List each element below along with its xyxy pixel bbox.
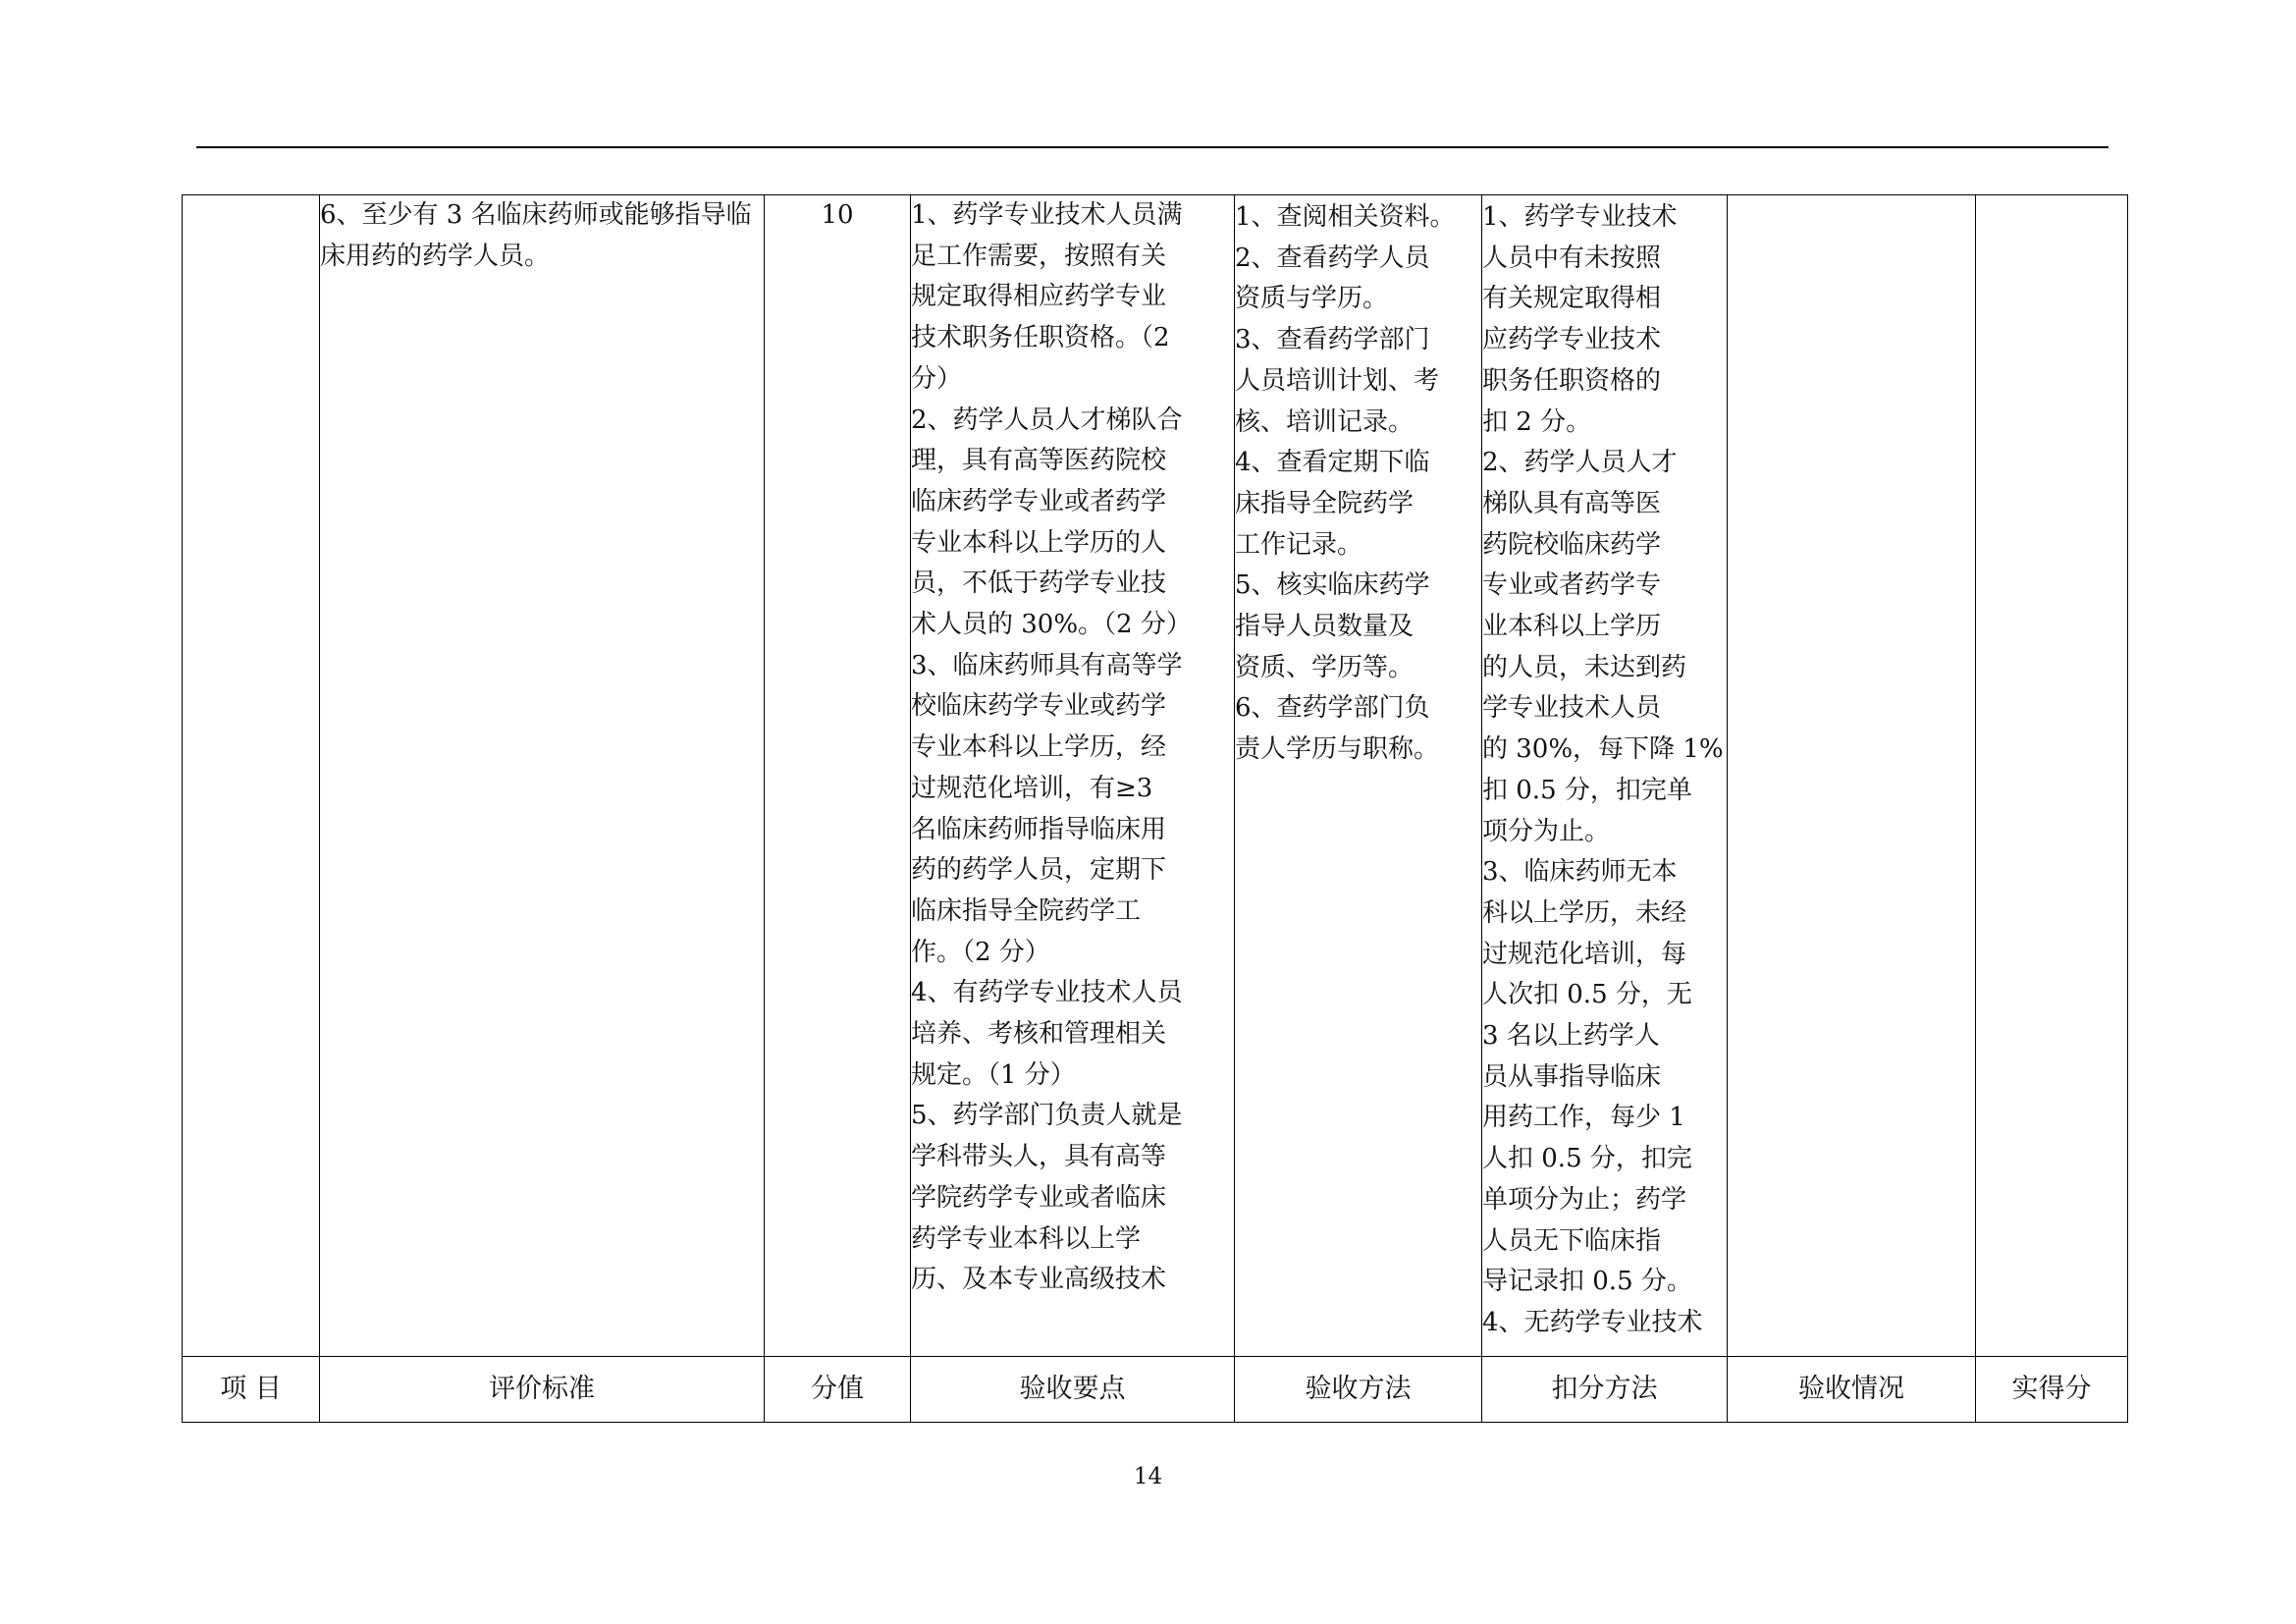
method-line: 工作记录。 (1235, 529, 1363, 560)
deduction-line: 的人员，未达到药 (1482, 652, 1687, 682)
key-point-line: 专业本科以上学历的人 (911, 527, 1167, 558)
method-line: 人员培训计划、考 (1235, 365, 1440, 396)
evaluation-table (182, 194, 2128, 1423)
method-line: 2、查看药学人员 (1235, 243, 1430, 273)
method-line: 3、查看药学部门 (1235, 325, 1430, 355)
deduction-line: 用药工作，每少 1 (1482, 1103, 1685, 1133)
deduction-line: 扣 2 分。 (1482, 406, 1592, 437)
key-point-line: 历、及本专业高级技术 (911, 1265, 1167, 1295)
deduction-line: 业本科以上学历 (1482, 612, 1662, 642)
deduction-line: 学专业技术人员 (1482, 693, 1662, 724)
key-point-line: 员，不低于药学专业技 (911, 568, 1167, 599)
key-point-line: 技术职务任职资格。（2 (911, 323, 1170, 353)
deduction-line: 过规范化培训，每 (1482, 939, 1687, 969)
key-point-line: 校临床药学专业或药学 (911, 691, 1167, 722)
method-line: 6、查药学部门负 (1235, 693, 1430, 724)
deduction-line: 的 30%，每下降 1% (1482, 734, 1724, 765)
deduction-line: 科以上学历，未经 (1482, 897, 1687, 928)
header-rule (196, 146, 2109, 148)
key-point-line: 过规范化培训，有≥3 (911, 773, 1153, 803)
key-point-line: 药学专业本科以上学 (911, 1223, 1142, 1254)
key-point-line: 1、药学专业技术人员满 (911, 200, 1183, 230)
key-point-line: 临床药学专业或者药学 (911, 486, 1167, 516)
methods-text (1235, 197, 1481, 771)
deduction-line: 梯队具有高等医 (1482, 488, 1662, 518)
project-cell (183, 195, 320, 1357)
key-point-line: 3、临床药师具有高等学 (911, 650, 1183, 680)
deduction-line: 3、临床药师无本 (1482, 857, 1678, 888)
key-point-line: 临床指导全院药学工 (911, 895, 1142, 926)
header-key-points: 验收要点 (911, 1357, 1235, 1423)
deduction-line: 人员无下临床指 (1482, 1225, 1662, 1256)
deduction-line: 应药学专业技术 (1482, 325, 1662, 355)
criteria-row (183, 195, 2128, 1357)
method-line: 指导人员数量及 (1235, 612, 1415, 642)
method-line: 1、查阅相关资料。 (1235, 202, 1456, 232)
deduction-line: 人员中有未按照 (1482, 243, 1662, 273)
deduction-text (1482, 197, 1727, 1344)
key-point-line: 4、有药学专业技术人员 (911, 978, 1183, 1008)
key-point-line: 药的药学人员，定期下 (911, 855, 1167, 886)
key-point-line: 作。（2 分） (911, 937, 1050, 967)
method-line: 资质、学历等。 (1235, 652, 1415, 682)
method-line: 资质与学历。 (1235, 284, 1389, 314)
deduction-line: 职务任职资格的 (1482, 365, 1662, 396)
deduction-line: 专业或者药学专 (1482, 570, 1662, 601)
key-point-line: 学科带头人，具有高等 (911, 1142, 1167, 1172)
header-methods: 验收方法 (1235, 1357, 1482, 1423)
key-points-cell (911, 195, 1235, 1357)
key-point-line: 分） (911, 363, 963, 394)
deduction-line: 有关规定取得相 (1482, 284, 1662, 314)
deduction-line: 药院校临床药学 (1482, 529, 1662, 560)
deduction-line: 1、药学专业技术 (1482, 202, 1678, 232)
deduction-line: 4、无药学专业技术 (1482, 1307, 1703, 1337)
method-line: 责人学历与职称。 (1235, 734, 1440, 765)
deduction-line: 2、药学人员人才 (1482, 448, 1678, 478)
key-point-line: 规定取得相应药学专业 (911, 282, 1167, 312)
method-line: 5、核实临床药学 (1235, 570, 1430, 601)
column-header-row (183, 1357, 2128, 1423)
deduction-line: 项分为止。 (1482, 816, 1611, 846)
key-points-text (911, 195, 1234, 1301)
deduction-line: 导记录扣 0.5 分。 (1482, 1267, 1692, 1297)
method-line: 核、培训记录。 (1235, 406, 1415, 437)
key-point-line: 培养、考核和管理相关 (911, 1019, 1167, 1050)
method-line: 4、查看定期下临 (1235, 448, 1430, 478)
deduction-line: 员从事指导临床 (1482, 1061, 1662, 1092)
header-acceptance: 验收情况 (1728, 1357, 1976, 1423)
actual-score-cell (1976, 195, 2128, 1357)
key-point-line: 学院药学专业或者临床 (911, 1182, 1167, 1213)
key-point-line: 5、药学部门负责人就是 (911, 1101, 1183, 1131)
acceptance-status-cell (1728, 195, 1976, 1357)
header-standard: 评价标准 (320, 1357, 765, 1423)
deduction-line: 单项分为止；药学 (1482, 1184, 1687, 1215)
deduction-line: 人扣 0.5 分，扣完 (1482, 1144, 1692, 1174)
methods-cell (1235, 195, 1482, 1357)
header-actual-score: 实得分 (1976, 1357, 2128, 1423)
header-deduction: 扣分方法 (1482, 1357, 1728, 1423)
key-point-line: 名临床药师指导临床用 (911, 814, 1167, 844)
header-score: 分值 (765, 1357, 911, 1423)
standard-cell: 6、至少有 3 名临床药师或能够指导临床用药的药学人员。 (320, 195, 765, 1357)
key-point-line: 足工作需要，按照有关 (911, 241, 1167, 271)
key-point-line: 专业本科以上学历，经 (911, 732, 1167, 763)
score-cell: 10 (765, 195, 911, 1357)
deduction-line: 人次扣 0.5 分，无 (1482, 980, 1692, 1010)
key-point-line: 2、药学人员人才梯队合 (911, 405, 1183, 435)
header-project: 项 目 (183, 1357, 320, 1423)
key-point-line: 理，具有高等医药院校 (911, 446, 1167, 476)
method-line: 床指导全院药学 (1235, 488, 1415, 518)
key-point-line: 术人员的 30%。（2 分） (911, 610, 1192, 640)
key-point-line: 规定。（1 分） (911, 1059, 1076, 1090)
page-number: 14 (1133, 1464, 1163, 1489)
deduction-cell (1482, 195, 1728, 1357)
deduction-line: 3 名以上药学人 (1482, 1021, 1660, 1052)
deduction-line: 扣 0.5 分，扣完单 (1482, 775, 1692, 805)
